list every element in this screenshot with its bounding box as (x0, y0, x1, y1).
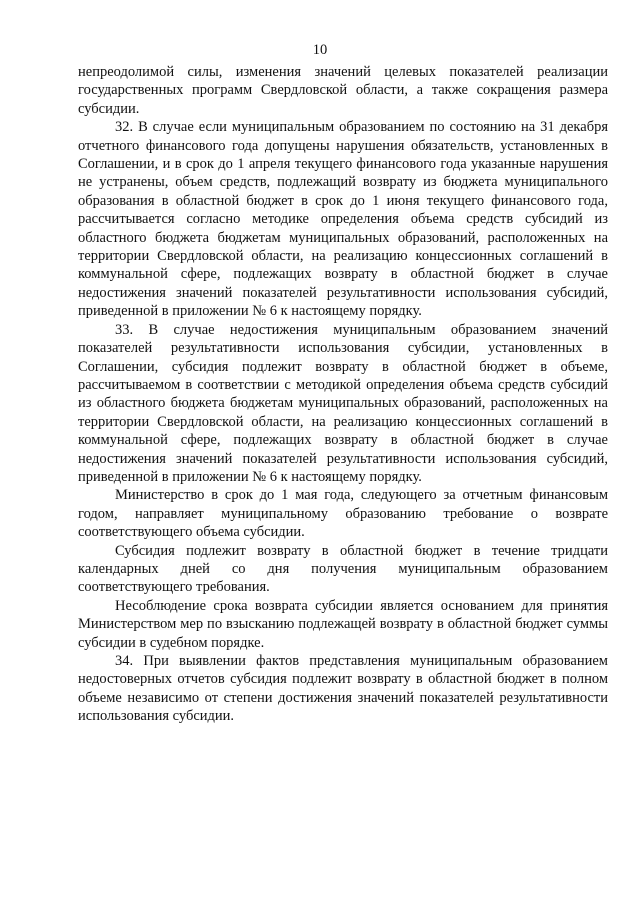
paragraph-ministry-demand: Министерство в срок до 1 мая года, следующего за отчетным финансовым годом, направляет муниципальному образованию требование о возврате соответствующего объема субсидии. (78, 487, 608, 541)
document-body (78, 63, 608, 726)
paragraph-clause-34: 34. При выявлении фактов представления муниципальным образованием недостоверных отчетов субсидия подлежит возврату в областной бюджет в полном объеме независимо от степени достижения значений показателей результативности использования субсидии. (78, 653, 608, 725)
paragraph-continuation: непреодолимой силы, изменения значений целевых показателей реализации государственных программ Свердловской области, а также сокращения размера субсидии. (78, 64, 608, 117)
page-number: 10 (312, 42, 328, 58)
paragraph-return-deadline: Субсидия подлежит возврату в областной бюджет в течение тридцати календарных дней со дня получения муниципальным образованием соответствующего требования. (78, 542, 608, 596)
paragraph-clause-33: 33. В случае недостижения муниципальным образованием значений показателей результативности использования субсидии, установленных в Соглашении, субсидия подлежит возврату в областной бюджет в объеме, рассчитываемом в соответствии с методикой определения объема средств субсидий из областного бюджета бюджетам муниципальных образований, расположенных на территории Свердловской области, на реализацию концессионных соглашений в коммунальной сфере, подлежащих возврату в областной бюджет в случае недостижения значений показателей результативности использования субсидий, приведенной в приложении № 6 к настоящему порядку. (78, 321, 608, 485)
paragraph-non-compliance: Несоблюдение срока возврата субсидии является основанием для принятия Министерством мер по взысканию подлежащей возврату в областной бюджет суммы субсидии в судебном порядке. (78, 597, 608, 651)
paragraph-clause-32: 32. В случае если муниципальным образованием по состоянию на 31 декабря отчетного финансового года допущены нарушения обязательств, установленных в Соглашении, и в срок до 1 апреля текущего финансового года указанные нарушения не устранены, объем средств, подлежащий возврату из бюджета муниципального образования в областной бюджет в срок до 1 июня текущего финансового года, рассчитывается согласно методике определения объема средств субсидий из областного бюджета бюджетам муниципальных образований, расположенных на территории Свердловской области, на реализацию концессионных соглашений в коммунальной сфере, подлежащих возврату в областной бюджет в случае недостижения значений показателей результативности использования субсидий, приведенной в приложении № 6 к настоящему порядку. (78, 119, 608, 320)
